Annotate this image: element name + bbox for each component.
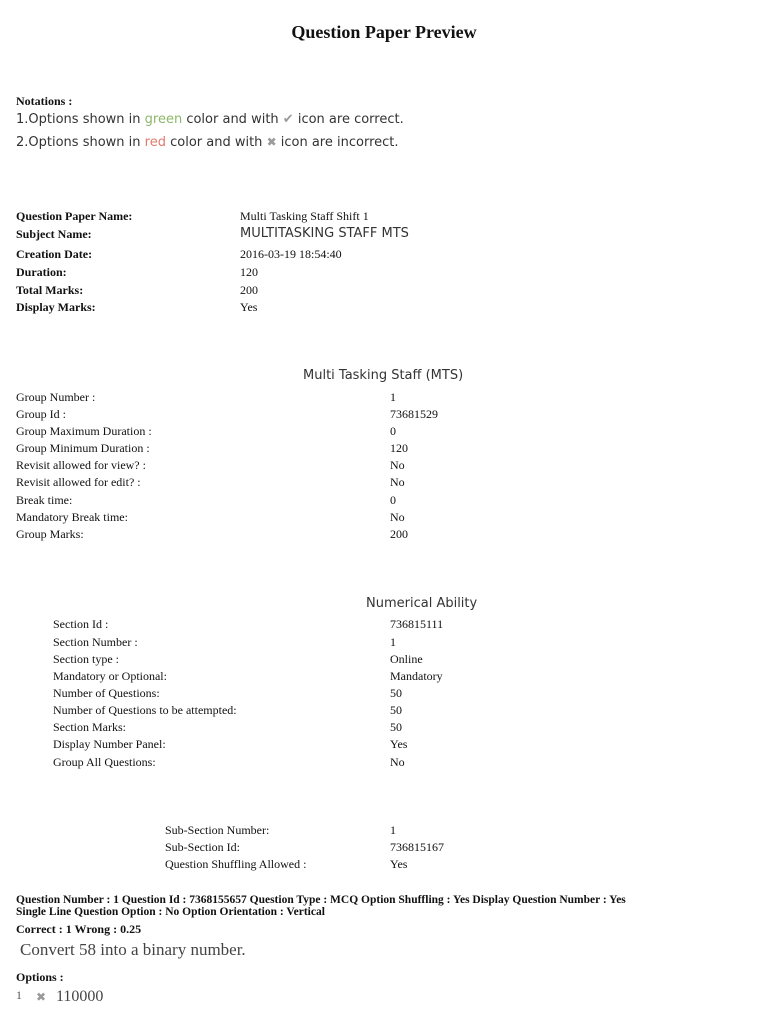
section-row-value: Yes (390, 737, 408, 751)
notation-2-color-word: red (144, 135, 166, 150)
group-row-value: 200 (390, 527, 408, 541)
paper-info-value: 120 (240, 265, 258, 279)
section-row-label: Display Number Panel: (53, 737, 166, 751)
group-row-label: Group Maximum Duration : (16, 424, 152, 438)
paper-info-label: Subject Name: (16, 227, 92, 241)
notation-line-2 (16, 135, 399, 150)
section-row-label: Section Id : (53, 617, 109, 631)
section-row-label: Section type : (53, 652, 119, 666)
group-heading: Multi Tasking Staff (MTS) (303, 368, 464, 383)
group-row-label: Group Marks: (16, 527, 84, 541)
group-row-label: Revisit allowed for edit? : (16, 475, 141, 489)
subsection-row-value: 736815167 (390, 840, 444, 854)
question-marks: Correct : 1 Wrong : 0.25 (16, 922, 142, 936)
section-row-label: Number of Questions: (53, 686, 160, 700)
paper-info-value: 200 (240, 283, 258, 297)
paper-info-label: Question Paper Name: (16, 209, 133, 223)
question-meta-line-1: Question Number : 1 Question Id : 7368155657 Question Type : MCQ Option Shuffling : Yes Display Question Number : Yes (16, 894, 626, 906)
subsection-row-value: 1 (390, 823, 396, 837)
question-meta-line-2: Single Line Question Option : No Option Orientation : Vertical (16, 906, 325, 918)
paper-info-label: Display Marks: (16, 300, 96, 314)
notation-1-prefix: 1.Options shown in (16, 112, 145, 127)
paper-info-label: Total Marks: (16, 283, 84, 297)
section-row-value: 50 (390, 720, 402, 734)
section-row-value: No (390, 755, 405, 769)
section-row-value: 1 (390, 635, 396, 649)
group-row-value: No (390, 458, 405, 472)
section-row-value: 736815111 (390, 617, 444, 631)
group-row-label: Revisit allowed for view? : (16, 458, 146, 472)
notation-1-suffix: icon are correct. (293, 112, 404, 127)
section-heading: Numerical Ability (366, 596, 478, 611)
group-row-value: No (390, 510, 405, 524)
paper-info-value: MULTITASKING STAFF MTS (240, 226, 409, 241)
group-row-label: Group Minimum Duration : (16, 441, 150, 455)
check-icon: ✔ (282, 112, 294, 127)
notations-label: Notations : (16, 94, 73, 108)
section-row-label: Section Marks: (53, 720, 126, 734)
option-text[interactable]: 110000 (56, 988, 104, 1005)
section-row-value: 50 (390, 703, 402, 717)
group-row-label: Group Id : (16, 407, 66, 421)
notation-2-middle: color and with (165, 135, 267, 150)
subsection-row-label: Question Shuffling Allowed : (165, 857, 307, 871)
group-row-label: Mandatory Break time: (16, 510, 128, 524)
notation-line-1 (16, 112, 404, 127)
subsection-row-value: Yes (390, 857, 408, 871)
group-row-value: 0 (390, 424, 396, 438)
notation-1-middle: color and with (182, 112, 283, 127)
section-row-label: Mandatory or Optional: (53, 669, 167, 683)
group-row-value: 1 (390, 390, 396, 404)
subsection-row-label: Sub-Section Number: (165, 823, 270, 837)
section-row-value: 50 (390, 686, 402, 700)
group-row-value: No (390, 475, 405, 489)
notation-2-suffix: icon are incorrect. (276, 135, 399, 150)
section-row-label: Number of Questions to be attempted: (53, 703, 237, 717)
paper-info-value: Yes (240, 300, 258, 314)
group-row-value: 73681529 (390, 407, 438, 421)
paper-info-value: 2016-03-19 18:54:40 (240, 247, 342, 261)
paper-info-label: Creation Date: (16, 247, 93, 261)
group-row-value: 0 (390, 493, 396, 507)
paper-info-value: Multi Tasking Staff Shift 1 (240, 209, 369, 223)
option-number: 1 (16, 988, 22, 1002)
section-row-label: Section Number : (53, 635, 138, 649)
group-row-value: 120 (390, 441, 408, 455)
cross-icon: ✖ (266, 135, 277, 149)
group-row-label: Group Number : (16, 390, 96, 404)
notation-1-color-word: green (144, 112, 183, 127)
options-label: Options : (16, 970, 64, 984)
question-text: Convert 58 into a binary number. (20, 940, 246, 959)
section-row-label: Group All Questions: (53, 755, 156, 769)
subsection-row-label: Sub-Section Id: (165, 840, 240, 854)
paper-info-label: Duration: (16, 265, 67, 279)
section-row-value: Online (390, 652, 423, 666)
section-row-value: Mandatory (390, 669, 443, 683)
page-title: Question Paper Preview (291, 22, 477, 42)
notation-2-prefix: 2.Options shown in (16, 135, 145, 150)
cross-icon: ✖ (36, 990, 47, 1004)
group-row-label: Break time: (16, 493, 73, 507)
